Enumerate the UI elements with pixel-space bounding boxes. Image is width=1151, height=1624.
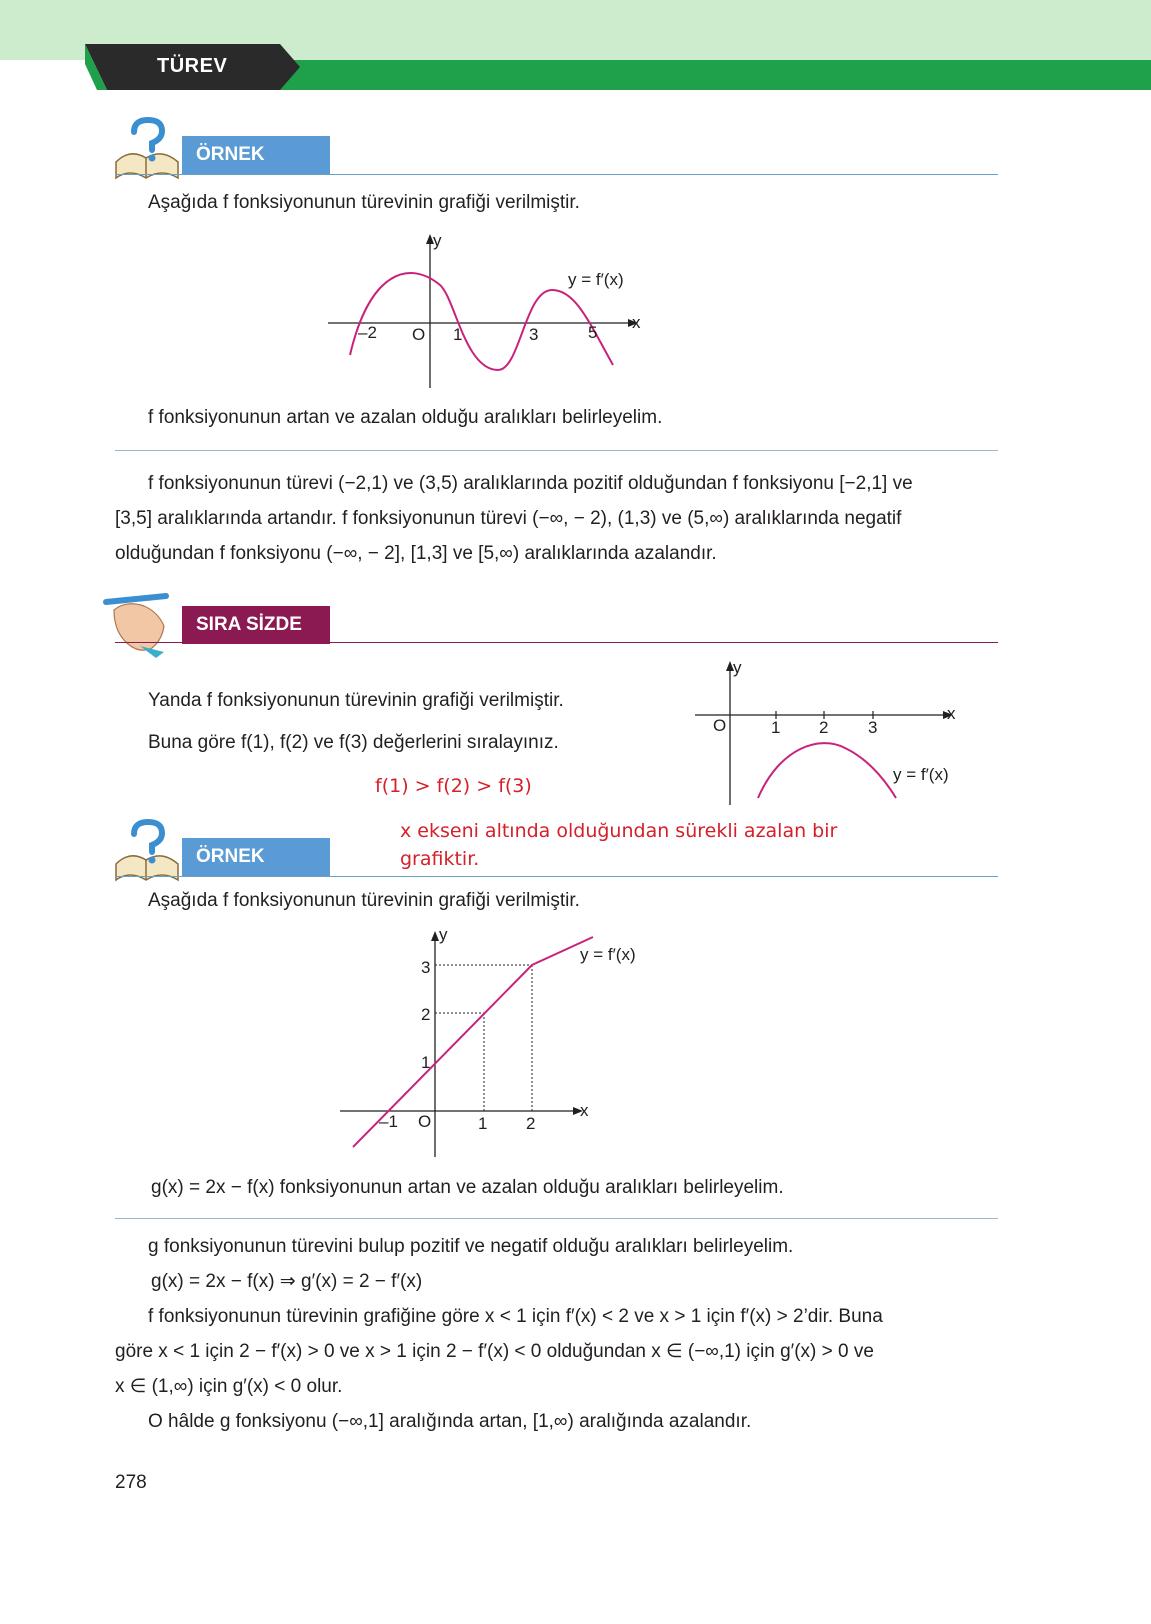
exercise-line: Buna göre f(1), f(2) ve f(3) değerlerini sıralayınız. bbox=[148, 732, 559, 753]
solution-line: [3,5] aralıklarında artandır. f fonksiyonunun türevi (−∞, − 2), (1,3) ve (5,∞) aralıklarında negatif bbox=[115, 508, 902, 529]
y-axis-label: y bbox=[733, 658, 742, 677]
tick-label: 5 bbox=[588, 323, 598, 342]
handwritten-answer: f(1) > f(2) > f(3) bbox=[375, 775, 532, 797]
tick-label: –2 bbox=[358, 323, 377, 342]
tick-label: –1 bbox=[379, 1112, 398, 1131]
section-divider bbox=[115, 642, 998, 643]
solution-line: x ∈ (1,∞) için g′(x) < 0 olur. bbox=[115, 1376, 343, 1397]
handwritten-note: grafiktir. bbox=[400, 848, 480, 870]
example-intro: Aşağıda f fonksiyonunun türevinin grafiği verilmiştir. bbox=[148, 192, 580, 213]
tick-label: 3 bbox=[868, 718, 878, 737]
handwritten-note: x ekseni altında olduğundan sürekli azalan bir bbox=[400, 820, 838, 842]
solution-line: g fonksiyonunun türevini bulup pozitif ve negatif olduğu aralıkları belirleyelim. bbox=[148, 1236, 794, 1257]
section-divider bbox=[115, 1218, 998, 1219]
solution-line: göre x < 1 için 2 − f′(x) > 0 ve x > 1 için 2 − f′(x) < 0 olduğundan x ∈ (−∞,1) için g′(x) > 0 ve bbox=[115, 1341, 874, 1362]
page-number: 278 bbox=[115, 1472, 147, 1493]
x-axis-label: x bbox=[632, 313, 641, 332]
section-divider bbox=[115, 450, 998, 451]
origin-label: O bbox=[412, 325, 426, 344]
curve-label: y = f′(x) bbox=[568, 270, 624, 289]
exercise-line: Yanda f fonksiyonunun türevinin grafiği verilmiştir. bbox=[148, 690, 564, 711]
chapter-bar bbox=[260, 60, 1151, 90]
solution-block bbox=[115, 1229, 998, 1439]
y-axis-label: y bbox=[433, 231, 442, 250]
example-label: ÖRNEK bbox=[182, 838, 330, 876]
curve-label: y = f′(x) bbox=[580, 945, 636, 964]
section-divider bbox=[115, 174, 998, 175]
tick-label: 1 bbox=[478, 1114, 488, 1133]
solution-line: g(x) = 2x − f(x) ⇒ g′(x) = 2 − f′(x) bbox=[151, 1271, 423, 1292]
tick-label: 2 bbox=[819, 718, 829, 737]
tick-label: 3 bbox=[529, 325, 539, 344]
tick-label: 1 bbox=[421, 1053, 431, 1072]
derivative-graph-1 bbox=[320, 230, 660, 395]
derivative-graph-2 bbox=[690, 655, 970, 815]
x-axis-label: x bbox=[580, 1101, 589, 1120]
origin-label: O bbox=[418, 1112, 432, 1131]
solution-line: olduğundan f fonksiyonu (−∞, − 2], [1,3] ve [5,∞) aralıklarında azalandır. bbox=[115, 543, 717, 564]
curve-label: y = f′(x) bbox=[893, 765, 949, 784]
x-axis-label: x bbox=[947, 704, 956, 723]
example-question: g(x) = 2x − f(x) fonksiyonunun artan ve azalan olduğu aralıkları belirleyelim. bbox=[151, 1177, 784, 1198]
hand-pencil-icon bbox=[104, 592, 184, 660]
example-label: ÖRNEK bbox=[182, 136, 330, 174]
derivative-graph-3 bbox=[335, 925, 655, 1165]
sira-sizde-label: SIRA SİZDE bbox=[182, 606, 330, 644]
tick-label: 2 bbox=[526, 1114, 536, 1133]
tick-label: 1 bbox=[771, 718, 781, 737]
section-divider bbox=[115, 876, 998, 877]
solution-line: f fonksiyonunun türevi (−2,1) ve (3,5) aralıklarında pozitif olduğundan f fonksiyonu [−2,1] ve bbox=[148, 473, 913, 494]
tick-label: 1 bbox=[453, 325, 463, 344]
chapter-title: TÜREV bbox=[157, 55, 228, 77]
tick-label: 2 bbox=[421, 1005, 431, 1024]
example-question: f fonksiyonunun artan ve azalan olduğu aralıkları belirleyelim. bbox=[148, 407, 663, 428]
solution-block bbox=[115, 466, 998, 571]
solution-line: O hâlde g fonksiyonu (−∞,1] aralığında artan, [1,∞) aralığında azalandır. bbox=[148, 1411, 752, 1432]
solution-line: f fonksiyonunun türevinin grafiğine göre x < 1 için f′(x) < 2 ve x > 1 için f′(x) > 2’dir. Buna bbox=[148, 1306, 883, 1327]
y-axis-label: y bbox=[439, 925, 448, 944]
tick-label: 3 bbox=[421, 958, 431, 977]
origin-label: O bbox=[713, 716, 727, 735]
example-intro: Aşağıda f fonksiyonunun türevinin grafiği verilmiştir. bbox=[148, 890, 580, 911]
